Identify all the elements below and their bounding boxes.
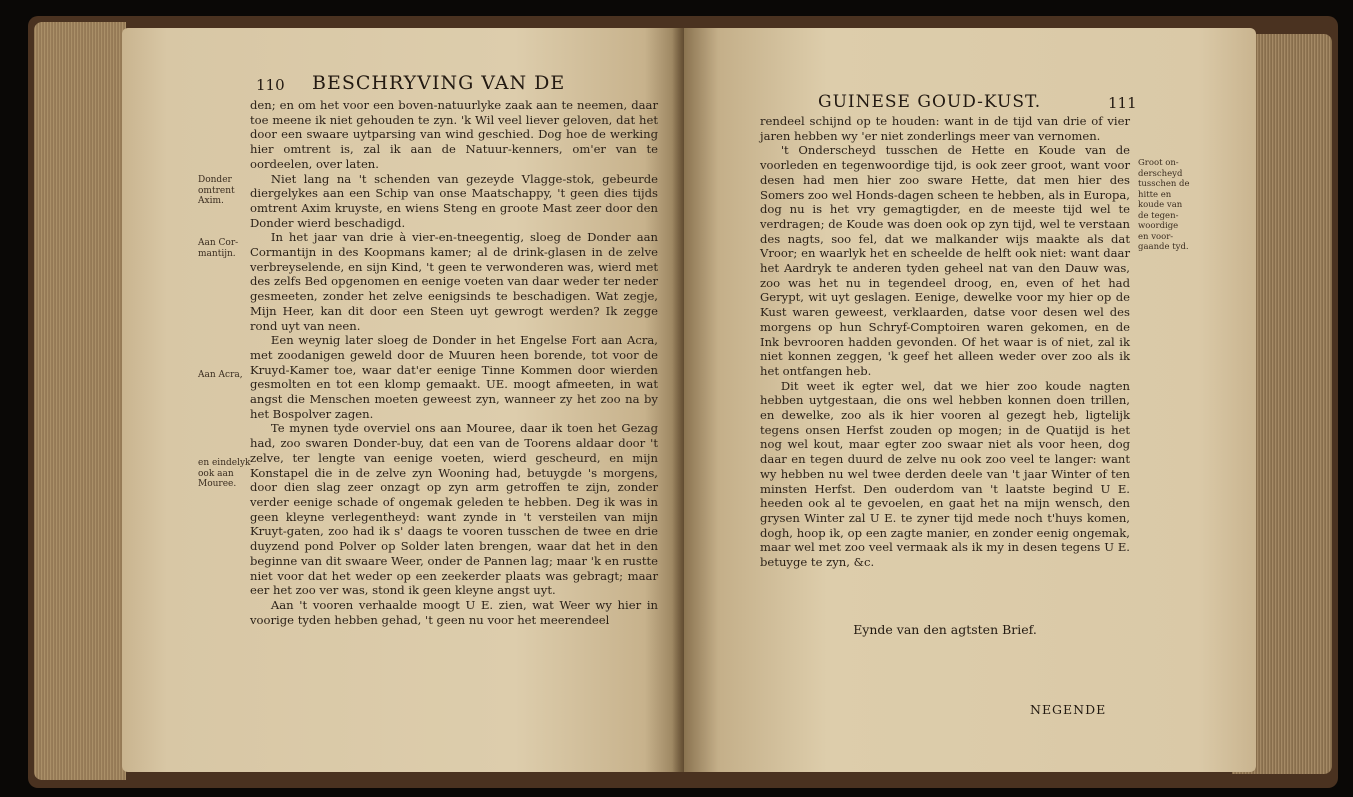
margin-note: Aan Acra, bbox=[198, 370, 243, 380]
margin-note: Donder omtrent Axim. bbox=[198, 175, 235, 206]
page-number: 111 bbox=[1108, 94, 1137, 112]
margin-note: Aan Cor- mantijn. bbox=[198, 238, 239, 259]
paragraph: den; en om het voor een boven-natuurlyke zaak aan te neemen, daar toe meene ik niet gehouden te zyn. 'k Wil veel liever geloven, dat het door een swaare uytparsing van wind geschied. Dog hoe de werking hier omtrent is, zal ik aan de Natuur-kenners, om'er van te oordeelen, over laten. bbox=[250, 98, 658, 171]
left-page-edges bbox=[34, 22, 126, 780]
left-text-column bbox=[250, 98, 658, 627]
margin-note: en eindelyk ook aan Mouree. bbox=[198, 458, 251, 489]
catchword: NEGENDE bbox=[1030, 702, 1107, 717]
margin-note: Groot on- derscheyd tusschen de hitte en koude van de tegen- woordige en voor- gaande tyd. bbox=[1138, 158, 1190, 252]
right-page bbox=[684, 28, 1256, 772]
right-text-column bbox=[760, 114, 1130, 570]
paragraph: Te mynen tyde overviel ons aan Mouree, daar ik toen het Gezag had, zoo swaren Donder-buy, dat een van de Toorens aldaar door 't zelve, ter lengte van eenige voeten, wierd gescheurd, en mijn Konstapel die in de zelve zyn Wooning had, betuygde 's morgens, door dien slag zeer onzagt op zyn arm getroffen te zijn, zonder verder eenige schade of ongemak geleden te hebben. Deg ik was in geen kleyne verlegentheyd: want zynde in 't versteilen van mijn Kruyt-gaten, zoo had ik s' daags te vooren tusschen de twee en drie duyzend pond Polver op Solder laten brengen, waar dat het in den beginne van dit swaare Weer, onder de Pannen lag; maar 'k en rustte niet voor dat het weder op een zeekerder plaats was gebragt; maar eer het zoo ver was, stond ik geen kleyne angst uyt. bbox=[250, 421, 658, 598]
page-number: 110 bbox=[256, 76, 285, 94]
letter-closing: Eynde van den agtsten Brief. bbox=[853, 622, 1037, 637]
left-page bbox=[122, 28, 684, 772]
running-head: BESCHRYVING VAN DE bbox=[312, 72, 566, 94]
paragraph: Niet lang na 't schenden van gezeyde Vlagge-stok, gebeurde diergelykes aan een Schip van onse Maatschappy, 't geen dies tijds omtrent Axim kruyste, en wiens Steng en groote Mast zeer door den Donder wierd beschadigd. bbox=[250, 171, 658, 230]
running-head: GUINESE GOUD-KUST. bbox=[818, 92, 1042, 112]
paragraph: 't Onderscheyd tusschen de Hette en Koude van de voorleden en tegenwoordige tijd, is ook zeer groot, want voor desen had men hier zoo sware Hette, dat men hier des Somers zoo wel Honds-dagen scheen te hebben, als in Europa, dog nu is het vry gemagtigder, en de meeste tijd wel te verdragen; de Koude was doen ook op zyn tijd, wel te verstaan des nagts, soo fel, dat we malkander wijs maakte als dat Vroor; en waarlyk het en scheelde de helft ook niet: want daar het Aardryk te anderen tyden geheel nat van den Dauw was, zoo was het nu in tegendeel droog, en, even of het had Gerypt, wit uyt geslagen. Eenige, dewelke voor my hier op de Kust waren geweest, verklaarden, datse voor desen wel des morgens op hun Schryf-Comptoiren waren gekomen, en de Ink bevrooren hadden gevonden. Of het waar is of niet, zal ik niet konnen zeggen, 'k geef het alleen weder over zoo als ik het ontfangen heb. bbox=[760, 143, 1130, 378]
paragraph: rendeel schijnd op te houden: want in de tijd van drie of vier jaren hebben wy 'er niet zonderlings meer van vernomen. bbox=[760, 114, 1130, 143]
paragraph: Een weynig later sloeg de Donder in het Engelse Fort aan Acra, met zoodanigen geweld door de Muuren heen borende, tot voor de Kruyd-Kamer toe, waar dat'er eenige Tinne Kommen door wierden gesmolten en tot een klomp gemaakt. UE. moogt afmeeten, in wat angst die Menschen moeten geweest zyn, wanneer zy het zoo na by het Bospolver zagen. bbox=[250, 333, 658, 421]
paragraph: Dit weet ik egter wel, dat we hier zoo koude nagten hebben uytgestaan, die ons wel hebben konnen doen trillen, en dewelke, zoo als ik hier vooren al gezegt heb, ligtelijk tegens onsen Herfst zouden op mogen; in de Quatijd is het nog wel kout, maar egter zoo swaar niet als voor heen, dog daar en tegen duurd de zelve nu ook zoo veel te langer: want wy hebben nu wel twee derden deele van 't jaar Winter of ten minsten Herfst. Den ouderdom van 't laatste begind U E. heeden ook al te gevoelen, en gaat het na mijn wensch, den grysen Winter zal U E. te zyner tijd mede noch t'huys komen, dogh, hoop ik, op een zagte manier, en zonder eenig ongemak, maar wel met zoo veel vermaak als ik my in desen tegens U E. betuyge te zyn, &c. bbox=[760, 378, 1130, 570]
paragraph: In het jaar van drie à vier-en-tneegentig, sloeg de Donder aan Cormantijn in des Koopmans kamer; al de drink-glasen in de zelve verbreyselende, en sijn Kind, 't geen te verwonderen was, wierd met des zelfs Bed opgenomen en eenige voeten van daar weder ter neder gesmeeten, zonder het zelve eenigsinds te beschadigen. Wat zegje, Mijn Heer, kan dit door een Steen uyt gewrogt werden? Ik zegge rond uyt van neen. bbox=[250, 230, 658, 333]
paragraph: Aan 't vooren verhaalde moogt U E. zien, wat Weer wy hier in voorige tyden hebben gehad, 't geen nu voor het meerendeel bbox=[250, 597, 658, 627]
